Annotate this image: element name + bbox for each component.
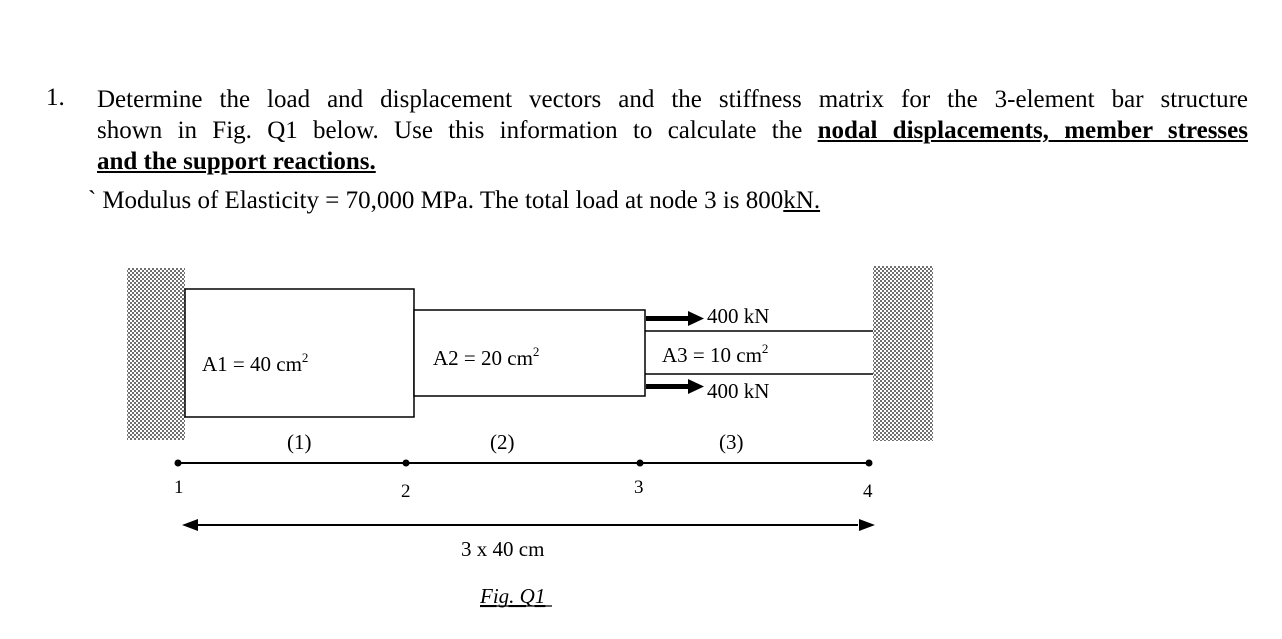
area-a1-exponent: 2 xyxy=(301,350,309,365)
area-label-a1 xyxy=(202,350,308,376)
node-4-dot xyxy=(866,460,873,467)
load-label-bottom: 400 kN xyxy=(707,379,770,403)
node-label-1: 1 xyxy=(174,477,184,498)
dimension-label: 3 x 40 cm xyxy=(461,537,545,561)
load-arrow-bottom-shaft xyxy=(646,384,689,389)
question-line-2-plain: shown in Fig. Q1 below. Use this information to calculate the xyxy=(97,117,803,144)
figure-caption: Fig. Q1 xyxy=(480,584,546,608)
node-2-dot xyxy=(403,460,410,467)
area-a1-text: A1 = 40 cm xyxy=(202,352,302,376)
area-a3-text: A3 = 10 cm xyxy=(662,343,762,367)
area-a2-text: A2 = 20 cm xyxy=(433,346,533,370)
dimension-arrow-right xyxy=(859,519,875,531)
left-wall-support xyxy=(127,268,185,440)
load-arrow-bottom-head xyxy=(688,379,704,394)
area-a2-exponent: 2 xyxy=(532,344,540,359)
area-label-a3 xyxy=(662,341,768,367)
area-label-a2 xyxy=(433,344,539,370)
stray-tick-mark: ` xyxy=(88,187,97,214)
node-label-2: 2 xyxy=(401,481,411,502)
node-label-3: 3 xyxy=(634,477,644,498)
node-3-dot xyxy=(637,460,644,467)
question-line-1: Determine the load and displacement vectors and the stiffness matrix for the 3-element bar structure xyxy=(97,86,1248,113)
node-1-dot xyxy=(175,460,182,467)
load-label-top: 400 kN xyxy=(707,304,770,328)
element-label-1: (1) xyxy=(287,430,312,454)
emphasis-nodal-displacements: nodal displacements, member stresses xyxy=(817,117,1248,144)
element-label-2: (2) xyxy=(490,430,515,454)
area-a3-exponent: 2 xyxy=(761,341,769,356)
modulus-unit: kN. xyxy=(783,187,821,214)
dimension-arrow-left xyxy=(182,519,198,531)
right-wall-support xyxy=(873,266,933,441)
emphasis-support-reactions: and the support reactions. xyxy=(97,148,376,175)
load-arrow-top-head xyxy=(688,311,704,326)
element-label-3: (3) xyxy=(719,430,744,454)
question-number: 1. xyxy=(46,84,65,111)
modulus-text: Modulus of Elasticity = 70,000 MPa. The total load at node 3 is 800 xyxy=(102,187,784,214)
node-label-4: 4 xyxy=(863,481,873,502)
load-arrow-top-shaft xyxy=(646,316,689,321)
